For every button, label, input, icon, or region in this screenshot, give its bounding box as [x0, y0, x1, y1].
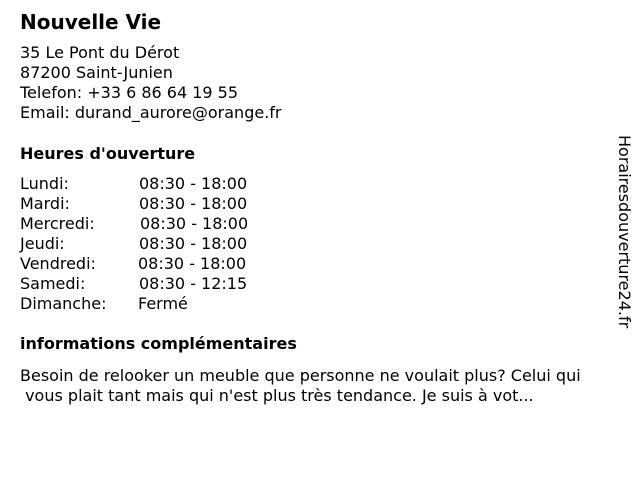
- time-value: Fermé: [138, 294, 188, 313]
- day-label: Jeudi:: [20, 234, 65, 253]
- time-value: 08:30 - 18:00: [139, 174, 248, 193]
- watermark-text: Horairesdouverture24.fr: [615, 135, 634, 329]
- time-value: 08:30 - 18:00: [138, 254, 247, 273]
- time-value: 08:30 - 12:15: [139, 274, 248, 293]
- time-value: 08:30 - 18:00: [139, 234, 248, 253]
- day-label: Vendredi:: [20, 254, 96, 273]
- time-value: 08:30 - 18:00: [140, 214, 249, 233]
- address-city: 87200 Saint-Junien: [20, 63, 173, 82]
- address-street: 35 Le Pont du Dérot: [20, 43, 180, 62]
- business-name: Nouvelle Vie: [20, 10, 162, 34]
- info-heading: informations complémentaires: [20, 334, 297, 353]
- day-label: Dimanche:: [20, 294, 107, 313]
- phone-number: Telefon: +33 6 86 64 19 55: [20, 83, 239, 102]
- day-label: Lundi:: [20, 174, 69, 193]
- email-address: Email: durand_aurore@orange.fr: [20, 103, 282, 122]
- contact-block: [20, 43, 281, 123]
- hours-heading: Heures d'ouverture: [20, 144, 196, 163]
- day-label: Mardi:: [20, 194, 70, 213]
- time-value: 08:30 - 18:00: [139, 194, 248, 213]
- description-line: vous plait tant mais qui n'est plus très tendance. Je suis à vot...: [20, 386, 534, 405]
- day-label: Samedi:: [20, 274, 86, 293]
- description-line: Besoin de relooker un meuble que personne ne voulait plus? Celui qui: [20, 366, 581, 385]
- watermark: [614, 135, 634, 345]
- description-text: [20, 366, 632, 406]
- day-label: Mercredi:: [20, 214, 95, 233]
